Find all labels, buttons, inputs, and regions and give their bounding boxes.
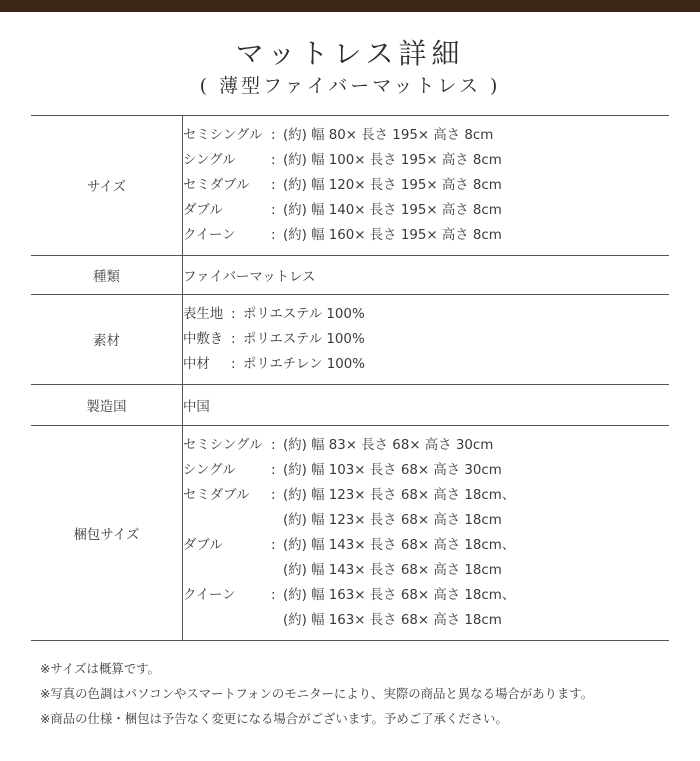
size-line [183, 223, 669, 248]
package-value: (約) 幅 123× 長さ 68× 高さ 18cm [283, 513, 502, 528]
spec-label-package: 梱包サイズ [31, 426, 183, 641]
package-name: ダブル [183, 538, 223, 553]
size-line [183, 148, 669, 173]
package-line [183, 433, 669, 458]
separator: : [271, 203, 276, 218]
package-value: (約) 幅 163× 長さ 68× 高さ 18cm、 [283, 588, 516, 603]
package-value: (約) 幅 143× 長さ 68× 高さ 18cm [283, 563, 502, 578]
size-value: (約) 幅 80× 長さ 195× 高さ 8cm [283, 128, 494, 143]
separator: : [271, 488, 276, 503]
separator: : [271, 538, 276, 553]
spec-value-package [183, 426, 670, 641]
spec-value-size [183, 116, 670, 256]
package-line [183, 583, 669, 608]
spec-row-country [31, 385, 669, 426]
spec-label-type: 種類 [31, 256, 183, 295]
spec-value-country: 中国 [183, 385, 670, 426]
spec-label-material: 素材 [31, 295, 183, 385]
size-line [183, 173, 669, 198]
spec-value-material [183, 295, 670, 385]
package-name: シングル [183, 463, 236, 478]
package-line [183, 558, 669, 583]
material-name: 表生地 [183, 307, 224, 322]
size-name: ダブル [183, 203, 223, 218]
size-name: クイーン [183, 228, 236, 243]
spec-row-package [31, 426, 669, 641]
size-line [183, 123, 669, 148]
separator: : [271, 438, 276, 453]
note-photo-color: ※写真の色調はパソコンやスマートフォンのモニターにより、実際の商品と異なる場合があります。 [40, 686, 594, 701]
note-spec-change: ※商品の仕様・梱包は予告なく変更になる場合がございます。予めご了承ください。 [40, 711, 508, 726]
material-line [183, 327, 669, 352]
package-line [183, 608, 669, 633]
material-line [183, 352, 669, 377]
size-line [183, 198, 669, 223]
package-name: セミダブル [183, 488, 250, 503]
material-value: ポリエステル 100% [243, 332, 365, 347]
spec-row-type [31, 256, 669, 295]
page-subtitle: ( 薄型ファイバーマットレス ) [199, 75, 501, 97]
package-line [183, 458, 669, 483]
package-name: クイーン [183, 588, 236, 603]
package-line [183, 483, 669, 508]
material-value: ポリエチレン 100% [243, 357, 366, 372]
page-title: マットレス詳細 [235, 37, 465, 70]
material-name: 中材 [183, 357, 210, 372]
separator: : [231, 357, 236, 372]
separator: : [271, 228, 276, 243]
size-value: (約) 幅 140× 長さ 195× 高さ 8cm [283, 203, 502, 218]
spec-table [31, 115, 669, 641]
package-name: セミシングル [183, 438, 263, 453]
separator: : [271, 588, 276, 603]
package-value: (約) 幅 163× 長さ 68× 高さ 18cm [283, 613, 502, 628]
package-line [183, 508, 669, 533]
size-name: セミダブル [183, 178, 250, 193]
separator: : [271, 153, 276, 168]
material-name: 中敷き [183, 332, 224, 347]
size-value: (約) 幅 160× 長さ 195× 高さ 8cm [283, 228, 502, 243]
spec-row-material [31, 295, 669, 385]
size-value: (約) 幅 120× 長さ 195× 高さ 8cm [283, 178, 502, 193]
spec-value-type: ファイバーマットレス [183, 256, 670, 295]
separator: : [231, 332, 236, 347]
separator: : [231, 307, 236, 322]
spec-label-size: サイズ [31, 116, 183, 256]
package-value: (約) 幅 143× 長さ 68× 高さ 18cm、 [283, 538, 516, 553]
package-value: (約) 幅 103× 長さ 68× 高さ 30cm [283, 463, 502, 478]
material-value: ポリエステル 100% [243, 307, 365, 322]
size-name: シングル [183, 153, 236, 168]
size-name: セミシングル [183, 128, 263, 143]
separator: : [271, 128, 276, 143]
separator: : [271, 178, 276, 193]
size-value: (約) 幅 100× 長さ 195× 高さ 8cm [283, 153, 502, 168]
package-value: (約) 幅 83× 長さ 68× 高さ 30cm [283, 438, 494, 453]
material-line [183, 302, 669, 327]
note-size-approx: ※サイズは概算です。 [40, 661, 160, 676]
spec-row-size [31, 116, 669, 256]
spec-label-country: 製造国 [31, 385, 183, 426]
notes [40, 656, 593, 731]
separator: : [271, 463, 276, 478]
package-line [183, 533, 669, 558]
package-value: (約) 幅 123× 長さ 68× 高さ 18cm、 [283, 488, 516, 503]
top-brand-bar [0, 0, 700, 12]
